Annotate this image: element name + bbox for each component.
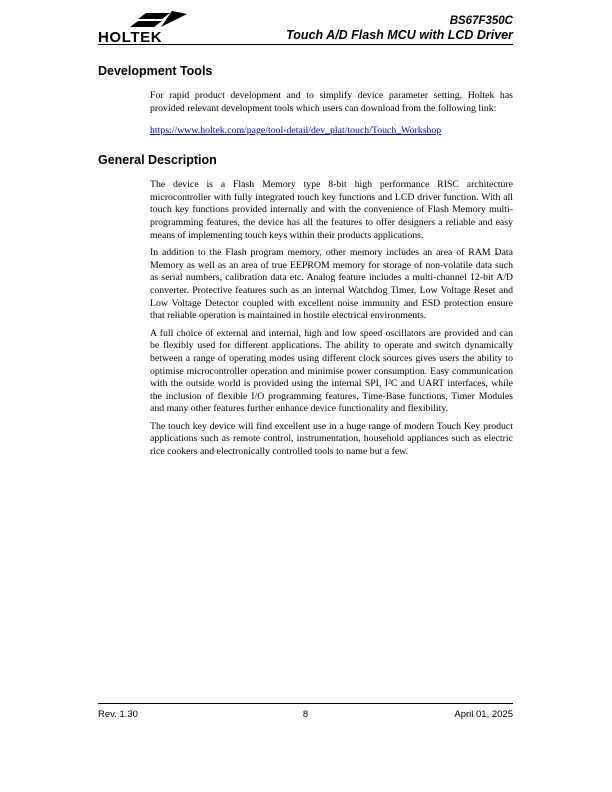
- document-title: Touch A/D Flash MCU with LCD Driver: [286, 28, 513, 42]
- paragraph: The touch key device will find excellent use in a huge range of modern Touch Key product applications such as remote control, instrumentation, household appliances such as electric rice cookers and electronically controlled tools to name but a few.: [150, 420, 513, 458]
- page-footer: [98, 703, 513, 721]
- header-title-block: [286, 11, 513, 43]
- section-heading-development-tools: Development Tools: [98, 64, 213, 78]
- section-general-description: [98, 153, 513, 458]
- revision-label: Rev. 1.30: [98, 709, 138, 720]
- holtek-logo: [98, 11, 190, 45]
- paragraph: For rapid product development and to simplify device parameter setting, Holtek has provided relevant development tools which users can download from the following link:: [150, 90, 513, 114]
- section-body: [150, 90, 513, 138]
- footer-row: [98, 709, 513, 721]
- page-number: 8: [302, 709, 309, 720]
- section-development-tools: [98, 64, 513, 138]
- header-rule: [98, 44, 513, 45]
- footer-rule: [98, 703, 513, 704]
- holtek-logo-graphic: [98, 11, 190, 45]
- paragraph: A full choice of external and internal, high and low speed oscillators are provided and can be flexibly used for different applications. The ability to operate and switch dynamically between a range of operating modes using different clock sources gives users the ability to optimise microcontroller operation and minimise power consumption. Easy communication with the outside world is provided using the internal SPI, I²C and UART interfaces, while the inclusion of flexible I/O programming features, Time-Base functions, Timer Modules and many other features further enhance device functionality and flexibility.: [150, 327, 513, 415]
- date-label: April 01, 2025: [454, 709, 513, 720]
- section-heading-general-description: General Description: [98, 153, 217, 168]
- page-header: [98, 11, 513, 45]
- holtek-logo-text: HOLTEK: [98, 29, 163, 45]
- paragraph: The device is a Flash Memory type 8-bit high performance RISC architecture microcontroller with fully integrated touch key functions and LCD driver function. With all touch key functions provided internally and with the convenience of Flash Memory multi-programming features, the device has all the features to offer designers a reliable and easy means of implementing touch keys within their products applications.: [150, 179, 513, 241]
- part-number: BS67F350C: [449, 15, 513, 27]
- tool-download-link[interactable]: https://www.holtek.com/page/tool-detail/dev_plat/touch/Touch_Workshop: [150, 125, 442, 137]
- page-content: [98, 64, 513, 474]
- paragraph: In addition to the Flash program memory, other memory includes an area of RAM Data Memory as well as an area of true EEPROM memory for storage of non-volatile data such as serial numbers, calibration data etc. Analog feature includes a multi-channel 12-bit A/D converter. Protective features such as an internal Watchdog Timer, Low Voltage Reset and Low Voltage Detector coupled with excellent noise immunity and ESD protection ensure that reliable operation is maintained in hostile electrical environments.: [150, 247, 513, 322]
- section-body: [150, 179, 513, 458]
